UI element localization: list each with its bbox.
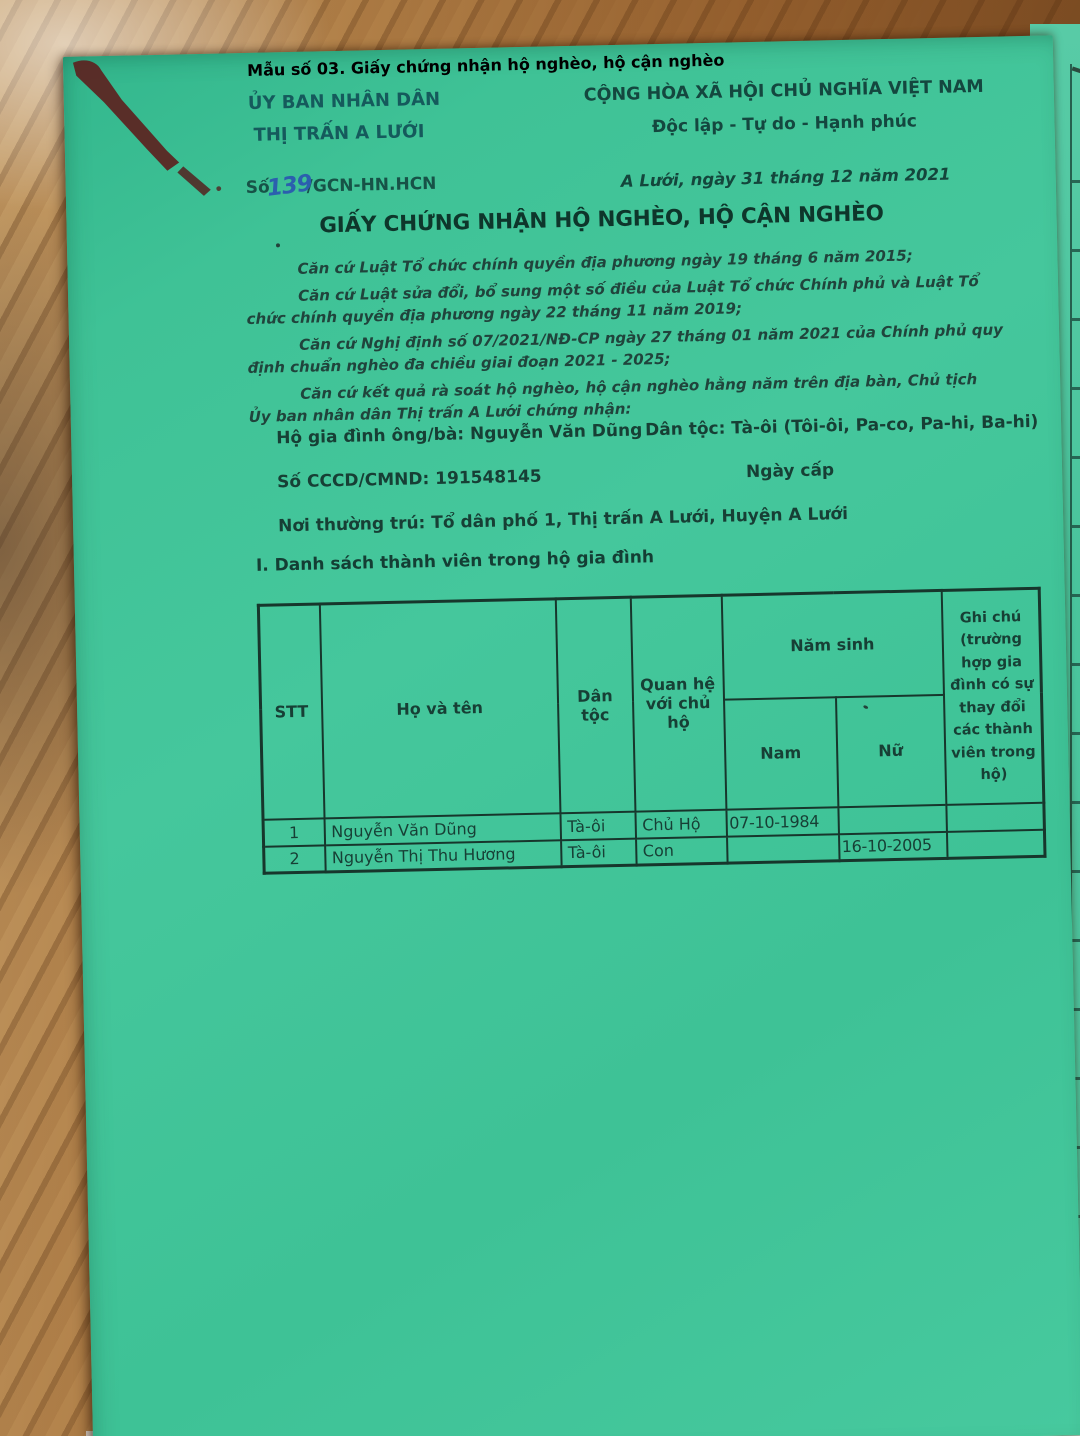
col-header-note: Ghi chú (trường hợp gia đình có sự thay đổi các thành viên trong hộ)	[941, 588, 1044, 804]
issuer-name: ỦY BAN NHÂN DÂN	[247, 88, 441, 114]
certificate-title: GIẤY CHỨNG NHẬN HỘ NGHÈO, HỘ CẬN NGHÈO	[319, 201, 884, 239]
place-date-line: A Lưới, ngày 31 tháng 12 năm 2021	[620, 164, 951, 191]
members-table-wrap	[257, 587, 1047, 875]
cell-male-birth	[727, 834, 840, 863]
cell-female-birth: 16-10-2005	[838, 831, 947, 860]
col-header-birth-year: Năm sinh	[721, 590, 943, 699]
household-address: Nơi thường trú: Tổ dân phố 1, Thị trấn A Lưới, Huyện A Lưới	[277, 503, 849, 537]
undersheet-print-mark	[1072, 67, 1080, 74]
cell-relation: Chủ Hộ	[635, 809, 727, 838]
form-number-label: Mẫu số 03. Giấy chứng nhận hộ nghèo, hộ cận nghèo	[246, 50, 725, 80]
id-issue-date-label: Ngày cấp	[745, 460, 835, 483]
col-header-name: Họ và tên	[319, 599, 560, 818]
red-ink-stain	[63, 53, 267, 227]
legal-basis-paragraph: Căn cứ Luật Tổ chức chính quyền địa phương ngày 19 tháng 6 năm 2015;	[297, 246, 913, 278]
section1-heading: I. Danh sách thành viên trong hộ gia đình	[255, 547, 655, 576]
cell-ethnic: Tà-ôi	[560, 811, 636, 840]
col-header-female: Nữ	[835, 694, 945, 806]
cell-ethnic: Tà-ôi	[561, 838, 637, 867]
cell-stt: 2	[264, 845, 326, 873]
household-id-number: Số CCCD/CMND: 191548145	[276, 466, 542, 493]
household-members-table	[257, 587, 1047, 875]
legal-basis-paragraph: Căn cứ kết quả rà soát hộ nghèo, hộ cận nghèo hằng năm trên địa bàn, Chủ tịch Ủy ban nhân dân Thị trấn A Lưới chứng nhận:	[248, 370, 978, 426]
cell-stt: 1	[263, 818, 325, 846]
legal-basis-paragraph: Căn cứ Nghị định số 07/2021/NĐ-CP ngày 27 tháng 01 năm 2021 của Chính phủ quy định chuẩn nghèo đa chiều giai đoạn 2021 - 2025;	[247, 320, 1004, 378]
handwritten-number: 139	[265, 170, 314, 202]
cell-name: Nguyễn Văn Dũng	[324, 813, 561, 845]
national-title: CỘNG HÒA XÃ HỘI CHỦ NGHĨA VIỆT NAM	[583, 76, 984, 106]
col-header-relation: Quan hệ với chủ hộ	[630, 595, 726, 811]
cell-name: Nguyễn Thị Thu Hương	[325, 840, 562, 872]
document-number-line	[245, 169, 437, 202]
cell-female-birth	[838, 804, 947, 833]
paper-speck	[276, 243, 280, 247]
legal-basis-block	[245, 243, 1005, 433]
national-motto: Độc lập - Tự do - Hạnh phúc	[651, 111, 918, 138]
cell-note	[946, 829, 1045, 858]
cell-note	[946, 802, 1045, 831]
col-header-stt: STT	[258, 604, 324, 819]
col-header-male: Nam	[724, 697, 838, 809]
cell-male-birth: 07-10-1984	[726, 807, 839, 836]
issuer-locality: THỊ TRẤN A LƯỚI	[253, 121, 425, 146]
doc-number-suffix: /GCN-HN.HCN	[306, 173, 437, 197]
col-header-ethnic: Dân tộc	[555, 597, 635, 813]
legal-basis-paragraph: Căn cứ Luật sửa đổi, bổ sung một số điều của Luật Tổ chức Chính phủ và Luật Tổ chức chính quyền địa phương ngày 22 tháng 11 năm 2019;	[246, 272, 979, 329]
certificate-paper	[63, 35, 1080, 1436]
household-ethnicity: Dân tộc: Tà-ôi (Tôi-ôi, Pa-co, Pa-hi, Ba-hi)	[644, 411, 1039, 441]
household-head: Hộ gia đình ông/bà: Nguyễn Văn Dũng	[276, 420, 643, 449]
doc-number-prefix: Số	[245, 177, 270, 199]
cell-relation: Con	[636, 836, 728, 865]
